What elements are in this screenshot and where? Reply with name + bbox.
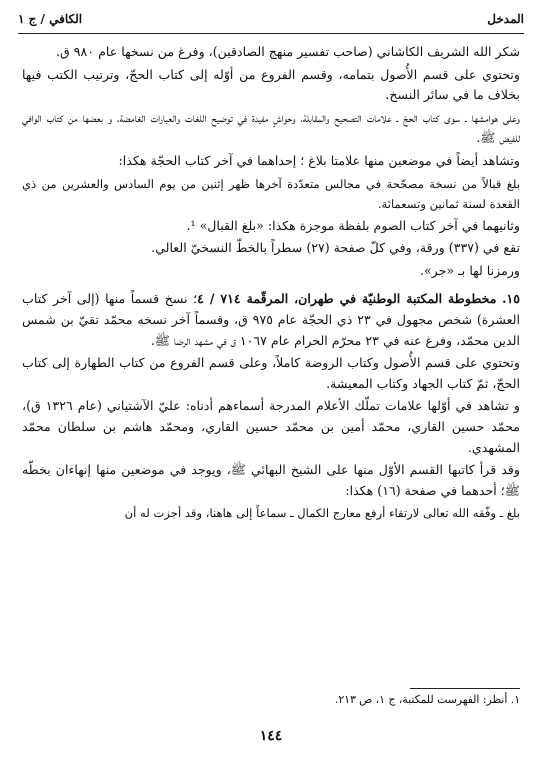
entry-text: ؛ نسخ قسماً منها (إلى آخر كتاب العشرة) شخص مجهول في ٢٣ ذي الحجّة عام ٩٧٥ ق، وقسماً آخر نسخه محمّد تقيّ بن شمس الدين محمّد، وفرغ عنه في ٢٣ محرّم الحرام عام ١٠٦٧ ق في مشهد الرضا ﷺ. (22, 291, 521, 348)
quotation: بلغ قبالاً من نسخة مصحّحة في مجالس متعدّدة آخرها ظهر إثنين من يوم السادس والعشرين من ذي القعدة لسنة ثمانين وتسعمائة. (22, 176, 520, 211)
main-text (22, 42, 520, 525)
paragraph: تقع في (٣٣٧) ورقة، وفي كلّ صفحة (٢٧) سطراً بالخطّ النسخيّ العالي. (151, 240, 520, 256)
paragraph: وتحتوي على قسم الأُصول وكتاب الروضة كاملاً، وعلى قسم الفروع من كتاب الطهارة إلى كتاب الحجّ، ثمّ كتاب الجهاد وكتاب المعيشة. (22, 355, 520, 391)
footnote: ١. أنظر: الفهرست للمكتبة، ج ١، ص ٢١٣. (334, 693, 520, 706)
manuscript-entry (22, 289, 520, 351)
paragraph: وتحتوي على قسم الأُصول بتمامه، وقسم الفروع من أوّله إلى كتاب الحجّ، وترتيب الكتب فيها بخلاف ما في سائر النسخ. (22, 66, 520, 103)
paragraph: و تشاهد في أوّلها علامات تملّك الأعلام المدرجة أسماءهم أدناه: عليّ الآشتياني (عام ١٣٢٦ ق)، محمّد حسين القاري، محمّد أمين بن محمّد حسين القاري، ومحمّد هاشم بن سلطان محمّد المشهدي. (22, 398, 520, 455)
paragraph: وقد قرأ كاتبها القسم الأوّل منها على الشيخ البهائي ﷺ، ويوجد في موضعين منها إنهاءان بخطّه ﷺ؛ أحدهما في صفحة (١٦) هكذا: (22, 462, 520, 498)
quotation: بلغ ـ وفّقه الله تعالى لارتقاء أرفع معارج الكمال ـ سماعاً إلى هاهنا، وقد أجزت له أن (124, 506, 520, 521)
paragraph: ورمزنا لها بـ «جر». (419, 262, 520, 278)
paragraph: وثانيهما في آخر كتاب الصوم بلفظة موجزة هكذا: «بلغ القبال» ¹. (186, 217, 520, 233)
header-section-title: المدخل (487, 12, 524, 26)
footnote-divider (410, 688, 520, 689)
header-divider (18, 33, 524, 34)
paragraph: شكر الله الشريف الكاشاني (صاحب تفسير منهج الصادقين)، وفرغ من نسخها عام ٩٨٠ ق. (56, 44, 520, 59)
paragraph: وعلى هوامشها ـ سوى كتاب الحجّ ـ علامات التصحيح والمقابلة، وحواشٍ مفيدة في توضيح اللغات والعبارات الغامضة، و بعضها من كتاب الوافي للفيض ﷺ. (22, 109, 520, 146)
paragraph: وتشاهد أيضاً في موضعين منها علامتا بلاغ ؛ إحداهما في آخر كتاب الحجّة هكذا: (118, 152, 520, 168)
entry-number: ١٥. (502, 291, 520, 307)
header-book-volume: الكافي / ج ١ (18, 12, 83, 26)
entry-heading: مخطوطة المكتبة الوطنيّة في طهران، المرقّمة ٧١٤ / ٤ (197, 291, 497, 307)
running-header (18, 8, 524, 30)
page-number: ١٤٤ (259, 728, 283, 744)
